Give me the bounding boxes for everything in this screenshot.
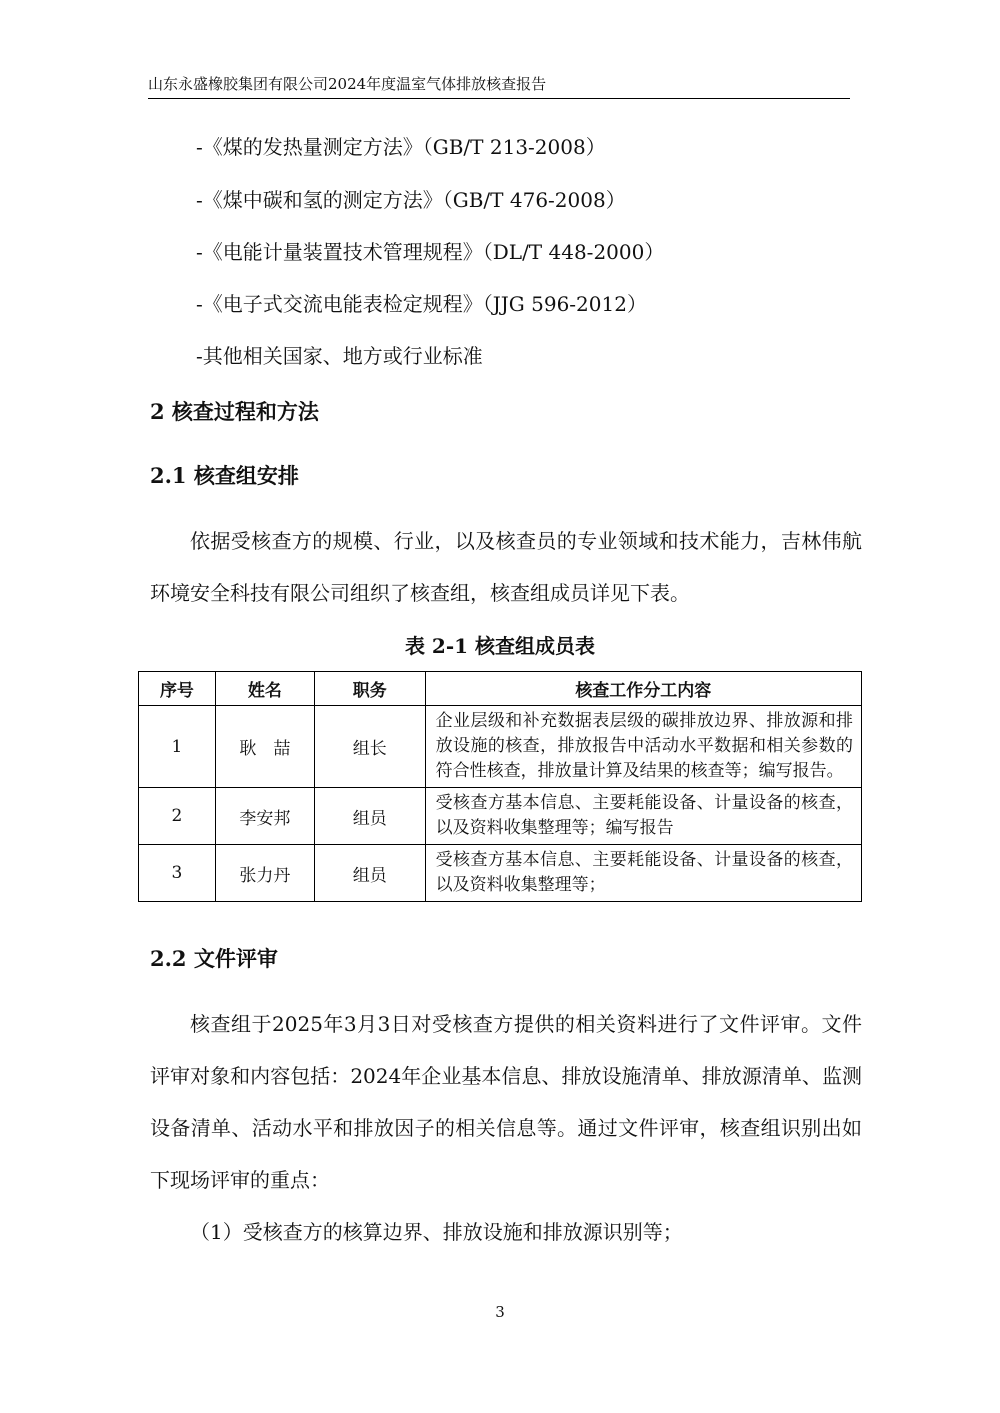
column-header: 职务 <box>314 672 425 706</box>
running-header: 山东永盛橡胶集团有限公司2024年度温室气体排放核查报告 <box>148 72 850 99</box>
reference-item: -其他相关国家、地方或行业标准 <box>196 344 483 368</box>
column-header: 核查工作分工内容 <box>425 672 861 706</box>
members-table <box>138 671 862 902</box>
reference-item: -《电能计量装置技术管理规程》（DL/T 448-2000） <box>196 240 665 264</box>
paragraph: 依据受核查方的规模、行业，以及核查员的专业领域和技术能力，吉林伟航环境安全科技有限公司组织了核查组，核查组成员详见下表。 <box>150 529 862 605</box>
reference-item: -《煤中碳和氢的测定方法》（GB/T 476-2008） <box>196 188 626 212</box>
table-caption: 表 2-1 核查组成员表 <box>404 634 596 658</box>
section-heading: 2 核查过程和方法 <box>150 399 319 424</box>
cell-name: 张力丹 <box>215 845 314 902</box>
cell-work: 受核查方基本信息、主要耗能设备、计量设备的核查，以及资料收集整理等；编写报告 <box>425 788 861 845</box>
cell-no: 1 <box>139 706 216 788</box>
cell-role: 组员 <box>314 788 425 845</box>
page-number: 3 <box>495 1303 505 1321</box>
reference-item: -《电子式交流电能表检定规程》（JJG 596-2012） <box>196 292 647 316</box>
paragraph: 核查组于2025年3月3日对受核查方提供的相关资料进行了文件评审。文件评审对象和内容包括：2024年企业基本信息、排放设施清单、排放源清单、监测设备清单、活动水平和排放因子的相关信息等。通过文件评审，核查组识别出如下现场评审的重点： <box>150 1012 862 1192</box>
cell-work: 受核查方基本信息、主要耗能设备、计量设备的核查，以及资料收集整理等； <box>425 845 861 902</box>
cell-role: 组员 <box>314 845 425 902</box>
table-row <box>139 845 862 902</box>
table-header-row <box>139 672 862 706</box>
table-row <box>139 706 862 788</box>
column-header: 序号 <box>139 672 216 706</box>
table-row <box>139 788 862 845</box>
cell-work: 企业层级和补充数据表层级的碳排放边界、排放源和排放设施的核查，排放报告中活动水平数据和相关参数的符合性核查，排放量计算及结果的核查等；编写报告。 <box>425 706 861 788</box>
cell-role: 组长 <box>314 706 425 788</box>
cell-no: 2 <box>139 788 216 845</box>
list-item: （1）受核查方的核算边界、排放设施和排放源识别等； <box>190 1220 683 1244</box>
subsection-heading: 2.1 核查组安排 <box>150 463 299 488</box>
cell-name: 耿 喆 <box>215 706 314 788</box>
subsection-heading: 2.2 文件评审 <box>150 946 278 971</box>
reference-item: -《煤的发热量测定方法》（GB/T 213-2008） <box>196 135 606 159</box>
cell-no: 3 <box>139 845 216 902</box>
cell-name: 李安邦 <box>215 788 314 845</box>
column-header: 姓名 <box>215 672 314 706</box>
